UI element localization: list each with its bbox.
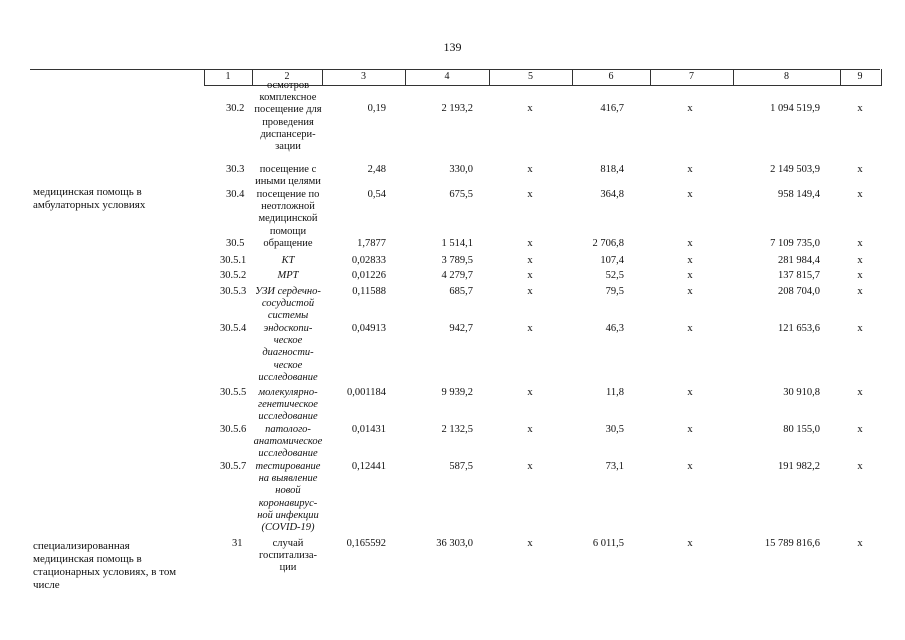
row-c8: 1 094 519,9: [770, 103, 820, 114]
row-c6: 11,8: [606, 387, 624, 398]
row-unit: случай госпитализа-ции: [258, 538, 318, 574]
row-c7: х: [687, 189, 693, 200]
row-c6: 30,5: [605, 424, 624, 435]
section-label-specialized: специализированная медицинская помощь в стационарных условиях, в том числе: [33, 540, 177, 591]
header-col-3: 3: [361, 71, 366, 82]
row-c5: х: [527, 424, 533, 435]
row-c7: х: [687, 255, 693, 266]
row-c6: 6 011,5: [592, 538, 624, 549]
row-c8: 80 155,0: [783, 424, 820, 435]
row-cost: 330,0: [449, 164, 473, 175]
row-c7: х: [687, 103, 693, 114]
row-unit: патолого-анатомическое исследование: [253, 424, 323, 460]
row-c9: х: [857, 189, 863, 200]
row-norm: 1,7877: [357, 238, 386, 249]
row-code: 30.3: [226, 164, 245, 175]
row-code: 31: [232, 538, 243, 549]
row-c6: 818,4: [600, 164, 624, 175]
row-c6: 107,4: [600, 255, 624, 266]
row-c8: 7 109 735,0: [770, 238, 820, 249]
row-cost: 36 303,0: [436, 538, 473, 549]
row-c6: 52,5: [605, 270, 624, 281]
row-cost: 9 939,2: [441, 387, 473, 398]
row-code: 30.5.2: [220, 270, 247, 281]
row-c9: х: [857, 323, 863, 334]
row-unit: тестирование на выявление новой коронавирус-ной инфекции (COVID-19): [255, 461, 321, 534]
row-c6: 73,1: [605, 461, 624, 472]
row-c8: 137 815,7: [778, 270, 820, 281]
row-unit: обращение: [263, 238, 313, 249]
header-col-6: 6: [608, 71, 614, 82]
row-c9: х: [857, 424, 863, 435]
row-code: 30.2: [226, 103, 245, 114]
row-c9: х: [857, 103, 863, 114]
row-norm: 0,02833: [351, 255, 386, 266]
row-cost: 1 514,1: [441, 238, 473, 249]
row-c9: х: [857, 164, 863, 175]
row-c5: х: [527, 103, 533, 114]
row-c7: х: [687, 164, 693, 175]
row-norm: 0,01226: [351, 270, 386, 281]
row-c7: х: [687, 387, 693, 398]
row-c8: 30 910,8: [783, 387, 820, 398]
row-c5: х: [527, 538, 533, 549]
row-c7: х: [687, 424, 693, 435]
row-cost: 587,5: [449, 461, 473, 472]
row-c5: х: [527, 270, 533, 281]
row-cost: 3 789,5: [441, 255, 473, 266]
row-c7: х: [687, 270, 693, 281]
row-c6: 2 706,8: [592, 238, 624, 249]
row-c8: 958 149,4: [778, 189, 820, 200]
row-c7: х: [687, 238, 693, 249]
row-c6: 416,7: [600, 103, 624, 114]
row-c6: 364,8: [600, 189, 624, 200]
row-norm: 0,11588: [352, 286, 386, 297]
header-col-8: 8: [784, 71, 789, 82]
row-code: 30.4: [226, 189, 245, 200]
row-unit: МРТ: [277, 270, 299, 281]
row-code: 30.5: [226, 238, 245, 249]
row-norm: 0,001184: [347, 387, 386, 398]
row-c8: 208 704,0: [778, 286, 820, 297]
row-code: 30.5.4: [220, 323, 247, 334]
row-c9: х: [857, 538, 863, 549]
row-norm: 0,12441: [351, 461, 386, 472]
row-c9: х: [857, 255, 863, 266]
row-c5: х: [527, 255, 533, 266]
row-c5: х: [527, 164, 533, 175]
row-c7: х: [687, 461, 693, 472]
row-c5: х: [527, 189, 533, 200]
header-col-4: 4: [444, 71, 450, 82]
row-c5: х: [527, 387, 533, 398]
header-col-7: 7: [689, 71, 694, 82]
row-code: 30.5.7: [220, 461, 247, 472]
row-unit: посещение по неотложной медицинской помощи: [256, 189, 320, 237]
row-code: 30.5.3: [220, 286, 247, 297]
row-cost: 942,7: [449, 323, 473, 334]
header-col-1: 1: [225, 71, 231, 82]
row-norm: 2,48: [367, 164, 386, 175]
row-c9: х: [857, 461, 863, 472]
row-cost: 2 132,5: [441, 424, 473, 435]
row-unit: молекулярно-генетическое исследование: [258, 387, 318, 423]
row-c9: х: [857, 238, 863, 249]
row-unit: осмотров комплексное посещение для проведения диспансери-зации: [254, 80, 322, 153]
row-c8: 2 149 503,9: [770, 164, 820, 175]
row-c8: 191 982,2: [778, 461, 820, 472]
row-norm: 0,54: [367, 189, 386, 200]
row-norm: 0,04913: [351, 323, 386, 334]
row-cost: 675,5: [449, 189, 473, 200]
row-cost: 4 279,7: [441, 270, 473, 281]
row-c9: х: [857, 286, 863, 297]
row-cost: 685,7: [449, 286, 473, 297]
row-norm: 0,165592: [346, 538, 386, 549]
row-c7: х: [687, 323, 693, 334]
row-c6: 46,3: [605, 323, 624, 334]
header-col-9: 9: [857, 71, 863, 82]
row-code: 30.5.5: [220, 387, 247, 398]
row-c9: х: [857, 387, 863, 398]
header-col-2: 2: [284, 71, 290, 82]
row-unit: посещение с иными целями: [255, 164, 321, 188]
row-c5: х: [527, 323, 533, 334]
row-cost: 2 193,2: [441, 103, 473, 114]
row-code: 30.5.1: [220, 255, 247, 266]
row-norm: 0,19: [367, 103, 386, 114]
header-col-5: 5: [528, 71, 533, 82]
row-code: 30.5.6: [220, 424, 247, 435]
row-norm: 0,01431: [351, 424, 386, 435]
page-number: 139: [443, 40, 462, 54]
row-c6: 79,5: [605, 286, 624, 297]
row-c9: х: [857, 270, 863, 281]
row-unit: УЗИ сердечно-сосудистой системы: [255, 286, 321, 322]
row-c5: х: [527, 286, 533, 297]
section-label-ambulatory: медицинская помощь в амбулаторных условиях: [33, 186, 146, 211]
row-unit: КТ: [281, 255, 295, 266]
row-c8: 281 984,4: [778, 255, 820, 266]
row-c7: х: [687, 286, 693, 297]
row-c7: х: [687, 538, 693, 549]
row-c8: 121 653,6: [778, 323, 820, 334]
row-unit: эндоскопи-ческое диагности-ческое исследование: [258, 323, 318, 383]
row-c5: х: [527, 238, 533, 249]
row-c8: 15 789 816,6: [764, 538, 820, 549]
row-c5: х: [527, 461, 533, 472]
